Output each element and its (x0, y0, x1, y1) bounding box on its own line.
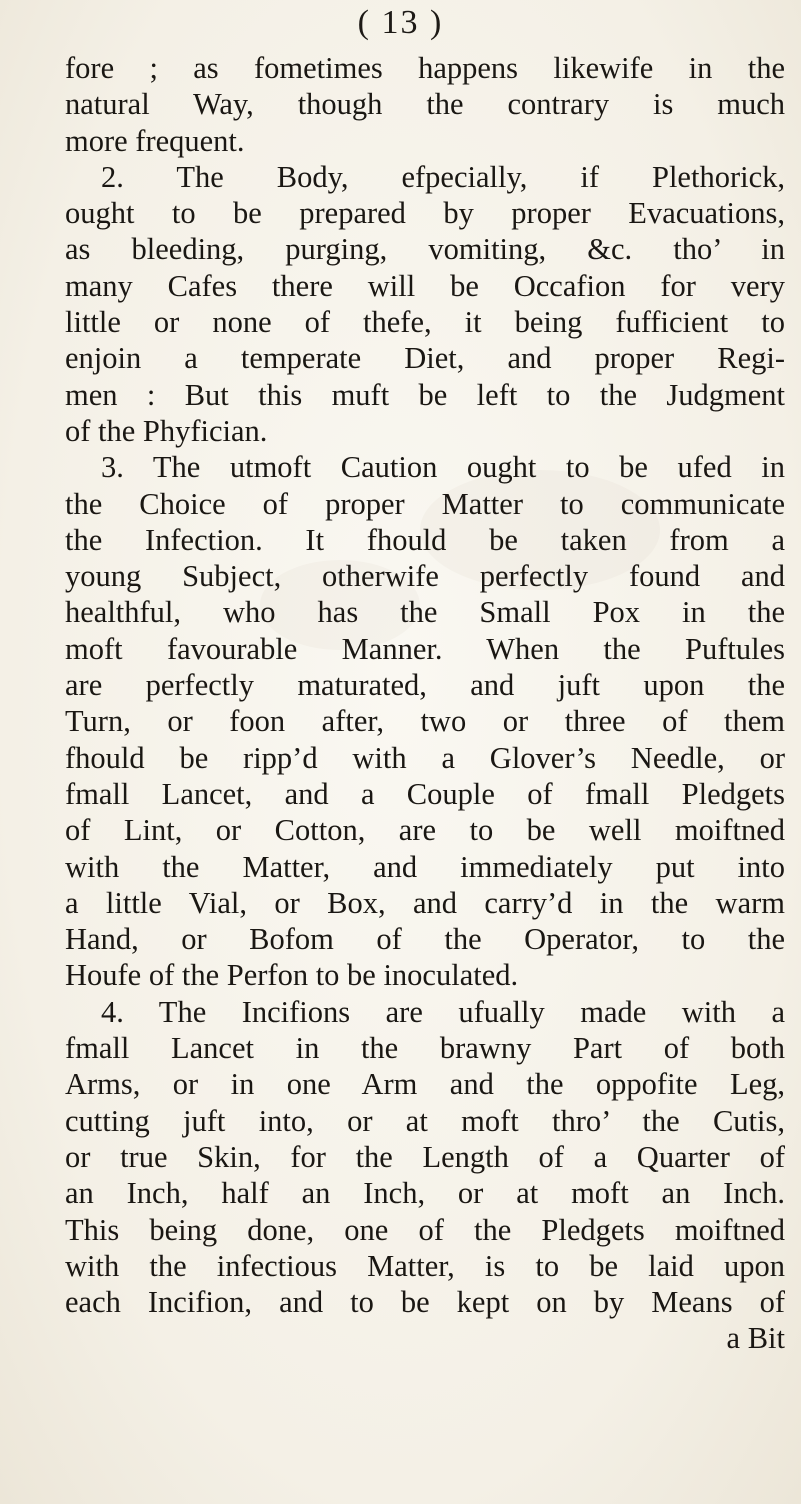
text-line: cutting juft into, or at moft thro’ the Cutis, (65, 1103, 785, 1138)
text-line: Hand, or Bofom of the Operator, to the (65, 922, 785, 957)
text-line: ought to be prepared by proper Evacuations, (65, 196, 785, 231)
text-line: 4. The Incifions are ufually made with a (101, 994, 785, 1029)
text-line: an Inch, half an Inch, or at moft an Inch. (65, 1176, 785, 1211)
text-line: as bleeding, purging, vomiting, &c. tho’ in (65, 232, 785, 267)
text-line: enjoin a temperate Diet, and proper Regi- (65, 341, 785, 376)
catchword: a Bit (726, 1321, 785, 1356)
text-line: each Incifion, and to be kept on by Means of (65, 1285, 785, 1320)
text-line: fmall Lancet, and a Couple of fmall Pledgets (65, 776, 785, 811)
text-line: men : But this muft be left to the Judgment (65, 377, 785, 412)
text-line: This being done, one of the Pledgets moiftned (65, 1212, 785, 1247)
text-line: Arms, or in one Arm and the oppofite Leg, (65, 1067, 785, 1102)
text-line: more frequent. (65, 123, 245, 158)
text-line: little or none of thefe, it being fufficient to (65, 305, 785, 340)
text-line: with the infectious Matter, is to be laid upon (65, 1248, 785, 1283)
text-line: of Lint, or Cotton, are to be well moiftned (65, 813, 785, 848)
text-line: 2. The Body, efpecially, if Plethorick, (101, 159, 785, 194)
text-line: with the Matter, and immediately put into (65, 849, 785, 884)
text-line: fore ; as fometimes happens likewife in the (65, 51, 785, 85)
text-line: Houfe of the Perfon to be inoculated. (65, 958, 519, 993)
text-line: the Choice of proper Matter to communicate (65, 486, 785, 521)
text-line: fhould be ripp’d with a Glover’s Needle, or (65, 740, 785, 775)
text-line: of the Phyfician. (65, 413, 268, 448)
text-line: fmall Lancet in the brawny Part of both (65, 1031, 785, 1066)
page-number: ( 13 ) (357, 4, 444, 41)
text-line: young Subject, otherwife perfectly found and (65, 559, 785, 594)
text-line: healthful, who has the Small Pox in the (65, 595, 785, 630)
text-line: natural Way, though the contrary is much (65, 87, 785, 122)
text-line: or true Skin, for the Length of a Quarter of (65, 1139, 785, 1174)
text-line: moft favourable Manner. When the Puftules (65, 631, 785, 666)
text-line: Turn, or foon after, two or three of them (65, 704, 785, 739)
text-line: a little Vial, or Box, and carry’d in the warm (65, 885, 785, 920)
text-line: 3. The utmoft Caution ought to be ufed in (101, 450, 785, 485)
text-line: the Infection. It fhould be taken from a (65, 522, 785, 557)
text-line: many Cafes there will be Occafion for very (65, 268, 785, 303)
body-text (65, 50, 785, 1357)
text-line: are perfectly maturated, and juft upon the (65, 668, 785, 703)
